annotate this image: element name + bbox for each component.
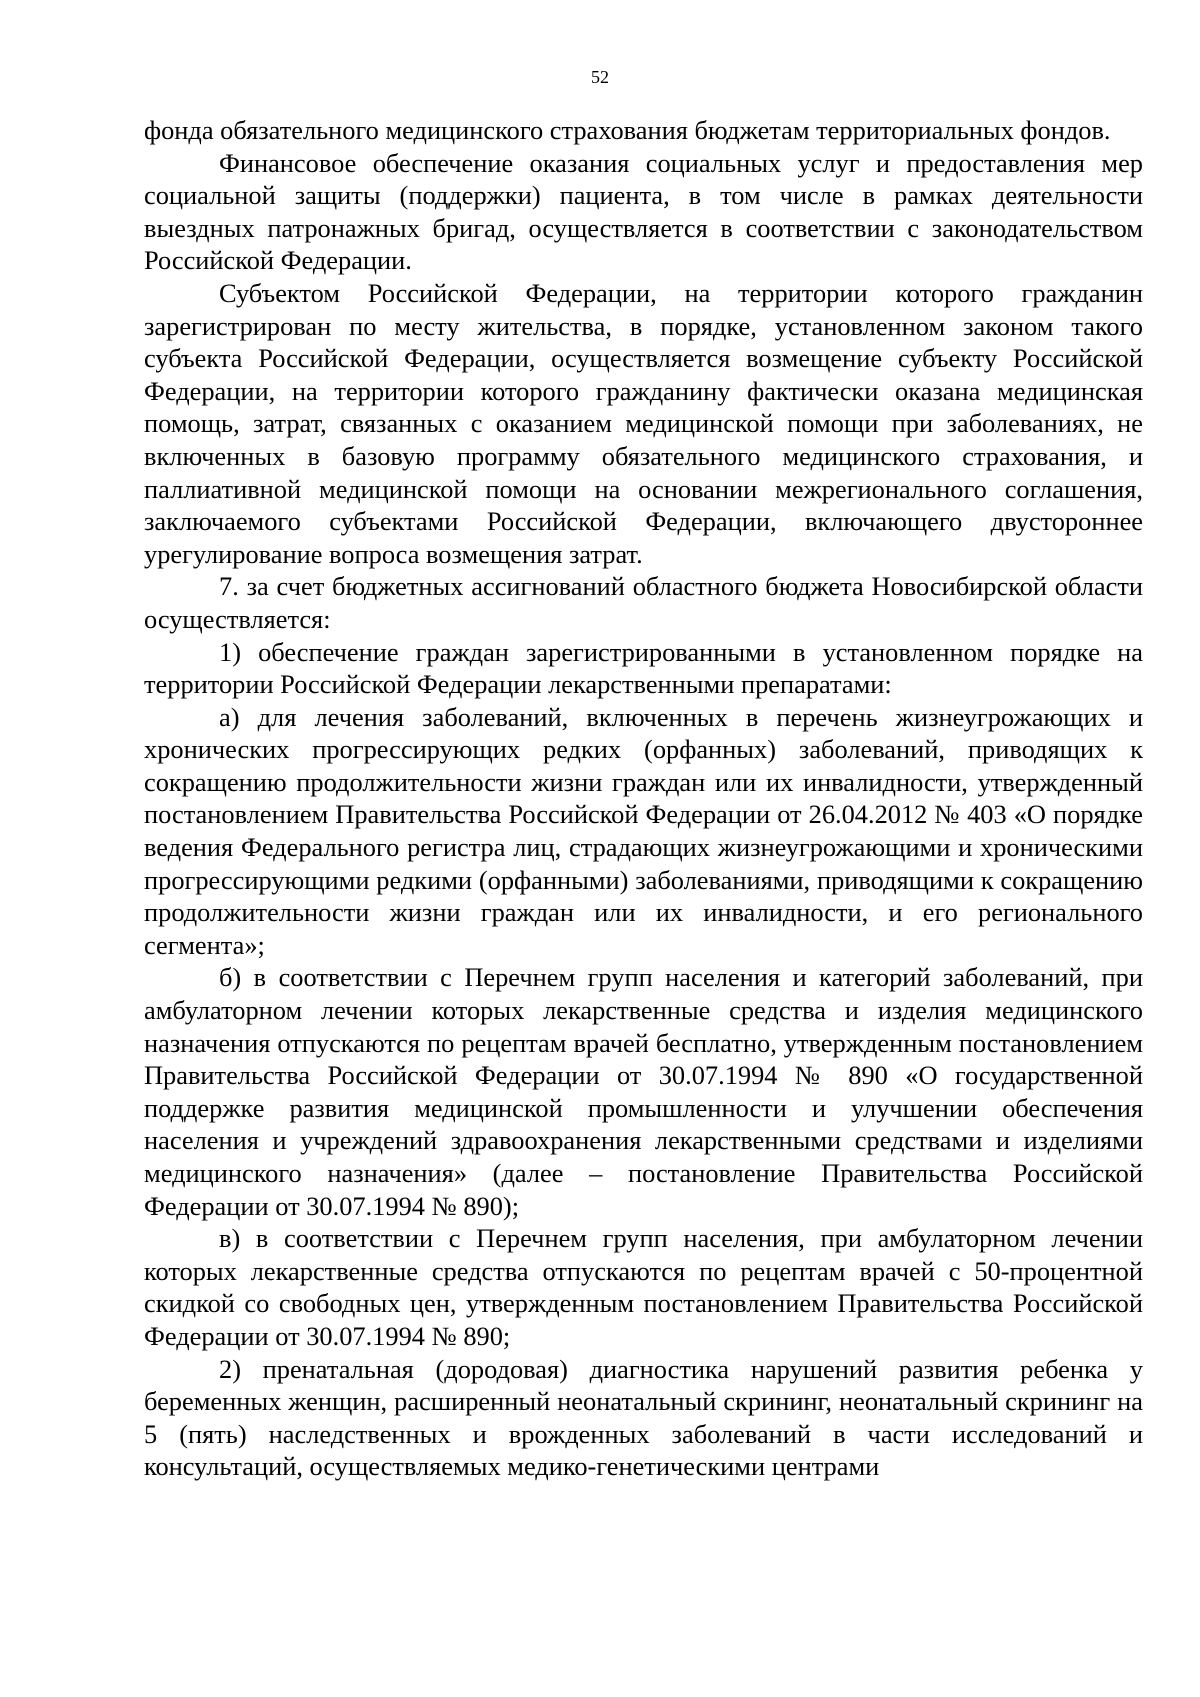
- paragraph-reimbursement: Субъектом Российской Федерации, на территории которого гражданин зарегистрирован по месту жительства, в порядке, установленном законом такого субъекта Российской Федерации, осуществляется возмещение субъекту Российской Федерации, на территории которого гражданину фактически оказана медицинская помощь, затрат, связанных с оказанием медицинской помощи при заболеваниях, не включенных в базовую программу обязательного медицинского страхования, и паллиативной медицинской помощи на основании межрегионального соглашения, заключаемого субъектами Российской Федерации, включающего двустороннее урегулирование вопроса возмещения затрат.: [144, 277, 1143, 569]
- paragraph-item-7-2: 2) пренатальная (дородовая) диагностика нарушений развития ребенка у беременных женщин, расширенный неонатальный скрининг, неонатальный скрининг на 5 (пять) наследственных и врожденных заболеваний в части исследований и консультаций, осуществляемых медико-генетическими центрами: [144, 1353, 1143, 1482]
- paragraph-subitem-v: в) в соответствии с Перечнем групп населения, при амбулаторном лечении которых лекарственные средства отпускаются по рецептам врачей с 50-процентной скидкой со свободных цен, утвержденным постановлением Правительства Российской Федерации от 30.07.1994 № 890;: [144, 1223, 1143, 1351]
- document-body: [144, 114, 1143, 1483]
- paragraph-subitem-b: б) в соответствии с Перечнем групп населения и категорий заболеваний, при амбулаторном лечении которых лекарственные средства и изделия медицинского назначения отпускаются по рецептам врачей бесплатно, утвержденным постановлением Правительства Российской Федерации от 30.07.1994 № 890 «О государственной поддержке развития медицинской промышленности и улучшении обеспечения населения и учреждений здравоохранения лекарственными средствами и изделиями медицинского назначения» (далее – постановление Правительства Российской Федерации от 30.07.1994 № 890);: [144, 962, 1143, 1221]
- paragraph-item-7-1: 1) обеспечение граждан зарегистрированными в установленном порядке на территории Российской Федерации лекарственными препаратами:: [144, 636, 1143, 700]
- page-number: 52: [591, 67, 609, 87]
- paragraph-continuation: фонда обязательного медицинского страхования бюджетам территориальных фондов.: [144, 115, 1111, 145]
- paragraph-financial-support: Финансовое обеспечение оказания социальных услуг и предоставления мер социальной защиты (поддержки) пациента, в том числе в рамках деятельности выездных патронажных бригад, осуществляется в соответствии с законодательством Российской Федерации.: [144, 147, 1143, 276]
- paragraph-subitem-a: а) для лечения заболеваний, включенных в перечень жизнеугрожающих и хронических прогрессирующих редких (орфанных) заболеваний, приводящих к сокращению продолжительности жизни граждан или их инвалидности, утвержденный постановлением Правительства Российской Федерации от 26.04.2012 № 403 «О порядке ведения Федерального регистра лиц, страдающих жизнеугрожающими и хроническими прогрессирующими редкими (орфанными) заболеваниями, приводящими к сокращению продолжительности жизни граждан или их инвалидности, и его регионального сегмента»;: [144, 701, 1143, 960]
- paragraph-item-7: 7. за счет бюджетных ассигнований областного бюджета Новосибирской области осуществляется:: [144, 571, 1143, 634]
